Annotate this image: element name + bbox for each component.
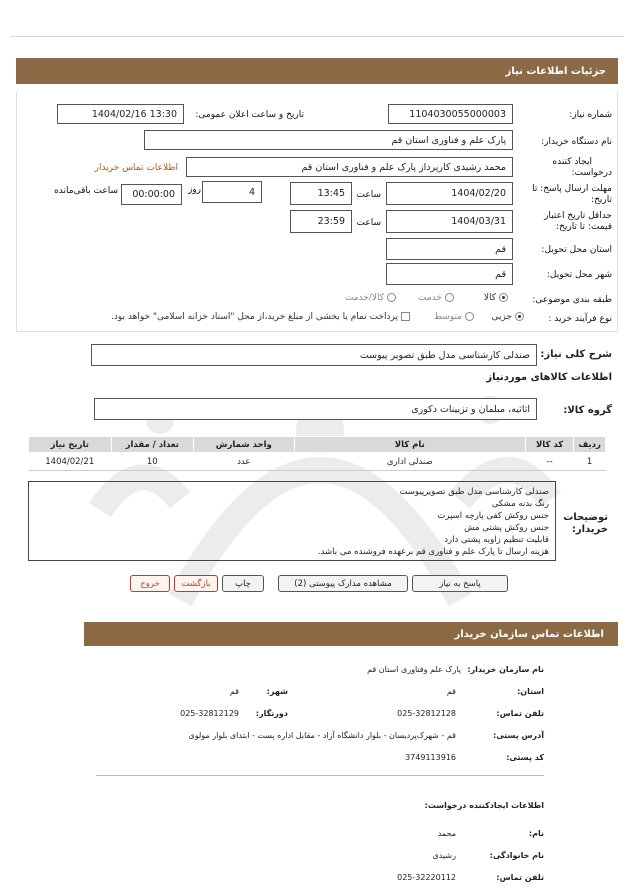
top-divider	[10, 36, 624, 37]
creator-family-label: نام خانوادگی:	[489, 851, 544, 860]
page-section-header: جزئیات اطلاعات نیاز	[16, 58, 618, 84]
reply-date-field: 1404/02/20	[386, 182, 513, 205]
reply-deadline-label-1: مهلت ارسال پاسخ: تا	[532, 184, 612, 194]
creator-phone-label: تلفن تماس:	[496, 873, 544, 882]
days-label: روز	[187, 185, 201, 195]
creator-name-value: محمد	[437, 829, 456, 838]
cell-need-date: 1404/02/21	[29, 453, 112, 471]
requester-label-2: درخواست:	[571, 168, 612, 178]
category-label: طبقه بندی موضوعی:	[532, 295, 612, 305]
price-validity-time-field: 23:59	[290, 210, 352, 233]
contact-postal-value: 3749113916	[405, 753, 456, 762]
delivery-province-label: استان محل تحویل:	[541, 245, 612, 255]
delivery-province-field: قم	[386, 238, 513, 260]
radio-selected-icon	[499, 293, 508, 302]
goods-group-label: گروه کالا:	[563, 405, 612, 416]
goods-group-field: اثاثیه، مبلمان و تزیینات دکوری	[94, 398, 537, 420]
col-name: نام کالا	[294, 437, 525, 453]
contact-fax-label: دورنگار:	[255, 709, 288, 718]
contact-org-label: نام سازمان خریدار:	[467, 665, 544, 674]
contact-postal-label: کد پستی:	[506, 753, 544, 762]
price-validity-label-2: قیمت: تا تاریخ:	[556, 222, 612, 232]
table-row[interactable]	[29, 453, 606, 471]
announce-datetime-field: 1404/02/16 13:30	[57, 104, 184, 124]
delivery-city-label: شهر محل تحویل:	[546, 270, 612, 280]
requester-field: محمد رشیدی کارپرداز پارک علم و فناوری استان قم	[186, 157, 513, 177]
attachments-button[interactable]: مشاهده مدارک پیوستی (2)	[278, 575, 408, 592]
contact-province-value: قم	[446, 687, 456, 696]
process-type-label: نوع فرآیند خرید :	[548, 314, 612, 324]
category-option-both[interactable]: کالا/خدمت	[345, 293, 396, 303]
col-need-date: تاریخ نیاز	[29, 437, 112, 453]
exit-button[interactable]: خروج	[130, 575, 170, 592]
radio-icon	[445, 293, 454, 302]
contact-section-header: اطلاعات تماس سازمان خریدار	[84, 622, 618, 646]
price-validity-date-field: 1404/03/31	[386, 210, 513, 233]
contact-city-value: قم	[229, 687, 239, 696]
process-option-medium[interactable]: متوسط	[434, 312, 474, 322]
col-code: کد کالا	[525, 437, 573, 453]
items-table	[28, 436, 606, 471]
cell-name: صندلی اداری	[294, 453, 525, 471]
remaining-time-label: ساعت باقی‌مانده	[54, 186, 118, 196]
radio-selected-icon	[515, 312, 524, 321]
reply-button[interactable]: پاسخ به نیاز	[412, 575, 508, 592]
remaining-days-field: 4	[202, 181, 262, 203]
goods-info-title: اطلاعات کالاهای موردنیاز	[486, 372, 612, 383]
remaining-time-field: 00:00:00	[121, 184, 182, 205]
reply-time-label: ساعت	[356, 190, 381, 200]
contact-phone-label: تلفن تماس:	[496, 709, 544, 718]
category-option-service[interactable]: خدمت	[418, 293, 454, 303]
contact-city-label: شهر:	[266, 687, 288, 696]
contact-province-label: استان:	[517, 687, 544, 696]
announce-datetime-label: تاریخ و ساعت اعلان عمومی:	[195, 110, 304, 120]
need-number-field: 1104030055000003	[388, 104, 513, 124]
reply-deadline-label-2: تاریخ:	[591, 195, 612, 205]
cell-quantity: 10	[111, 453, 193, 471]
col-row: ردیف	[574, 437, 606, 453]
cell-unit: عدد	[194, 453, 295, 471]
contact-phone-value: 025-32812128	[397, 709, 456, 718]
creator-name-label: نام:	[528, 829, 544, 838]
contact-address-value: قم - شهرک‌پردیسان - بلوار دانشگاه آزاد - مقابل اداره پست - ابتدای بلوار مولوی	[188, 731, 456, 740]
buyer-notes-text: صندلی کارشناسی مدل طبق تصویرپیوست رنگ بدنه مشکی جنس روکش کفی پارچه اسپرت جنس روکش پشتی مش قابلیت تنظیم زاویه پشتی دارد هزینه ارسال تا پارک علم و فناوری قم برعهده فروشنده می باشد.	[28, 481, 556, 561]
delivery-city-field: قم	[386, 263, 513, 285]
requester-label-1: ایجاد کننده	[552, 157, 592, 167]
cell-row: 1	[574, 453, 606, 471]
creator-phone-value: 025-32220112	[397, 873, 456, 882]
contact-org-value: پارک علم وفناوری استان قم	[367, 665, 461, 674]
creator-info-title: اطلاعات ایجادکننده درخواست:	[424, 801, 544, 810]
radio-icon	[465, 312, 474, 321]
buyer-notes-label-2: خریدار:	[571, 524, 608, 535]
buyer-notes-label-1: توضیحات	[563, 512, 608, 523]
buyer-org-field: پارک علم و فناوری استان قم	[144, 130, 513, 150]
buyer-contact-link[interactable]: اطلاعات تماس خریدار	[94, 163, 178, 173]
price-validity-label-1: حداقل تاریخ اعتبار	[544, 211, 612, 221]
treasury-payment-option[interactable]: پرداخت تمام یا بخشی از مبلغ خرید،از محل "اسناد خزانه اسلامی" خواهد بود.	[38, 312, 410, 322]
back-button[interactable]: بازگشت	[174, 575, 218, 592]
table-header-row	[29, 437, 606, 453]
category-option-goods[interactable]: کالا	[484, 293, 508, 303]
col-unit: واحد شمارش	[194, 437, 295, 453]
radio-icon	[387, 293, 396, 302]
summary-label: شرح کلی نیاز:	[540, 349, 612, 360]
contact-divider	[96, 775, 544, 776]
buyer-org-label: نام دستگاه خریدار:	[541, 137, 612, 147]
contact-address-label: آدرس پستی:	[493, 731, 544, 740]
process-option-partial[interactable]: جزیی	[491, 312, 524, 322]
contact-fax-value: 025-32812129	[180, 709, 239, 718]
summary-field: صندلی کارشناسی مدل طبق تصویر پیوست	[91, 344, 537, 366]
print-button[interactable]: چاپ	[222, 575, 264, 592]
reply-time-field: 13:45	[290, 182, 352, 205]
creator-family-value: رشیدی	[432, 851, 456, 860]
need-number-label: شماره نیاز:	[569, 110, 612, 120]
price-validity-time-label: ساعت	[356, 218, 381, 228]
checkbox-icon	[401, 312, 410, 321]
cell-code: --	[525, 453, 573, 471]
col-quantity: تعداد / مقدار	[111, 437, 193, 453]
